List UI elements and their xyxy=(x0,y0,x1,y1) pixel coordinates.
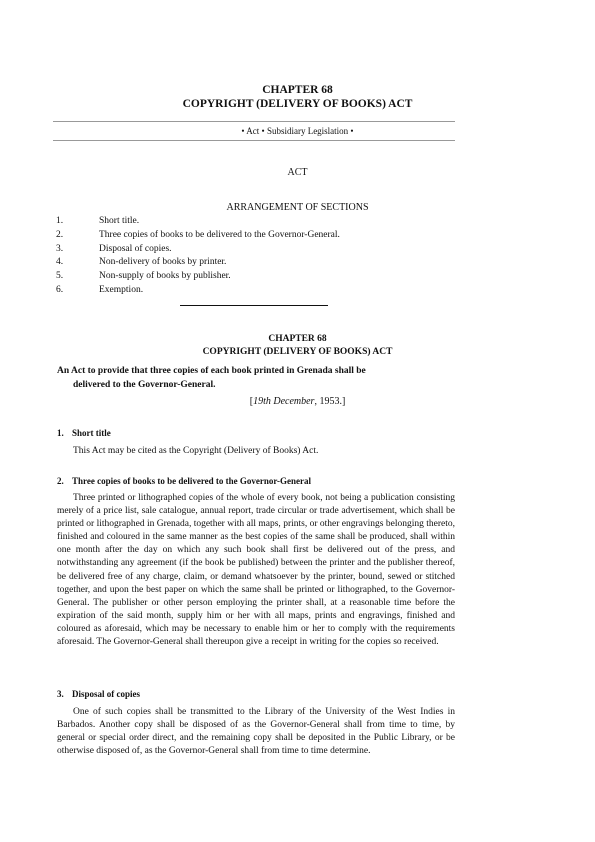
date-italic: 19th December xyxy=(253,396,315,407)
toc-label: Non-supply of books by publisher. xyxy=(99,271,231,282)
date-open: [ xyxy=(249,396,254,407)
toc-item[interactable] xyxy=(56,229,340,243)
toc-label: Exemption. xyxy=(99,284,144,295)
commencement-date xyxy=(0,396,595,407)
section-number: 3. xyxy=(57,689,64,699)
section-divider xyxy=(180,305,328,306)
date-rest: , 1953.] xyxy=(314,396,346,407)
toc-number: 1. xyxy=(56,216,64,226)
act-title: COPYRIGHT (DELIVERY OF BOOKS) ACT xyxy=(182,98,413,110)
toc-label: Non-delivery of books by printer. xyxy=(99,257,227,268)
toc-item[interactable] xyxy=(56,256,340,270)
section-heading xyxy=(57,689,140,699)
body-chapter-number: CHAPTER 68 xyxy=(268,334,327,344)
toc-item[interactable] xyxy=(56,284,340,298)
long-title-line2: delivered to the Governor-General. xyxy=(73,379,216,390)
toc-number: 2. xyxy=(56,229,64,240)
toc-number: 4. xyxy=(56,257,64,268)
toc-number: 6. xyxy=(56,284,64,295)
toc-label: Three copies of books to be delivered to the Governor-General. xyxy=(99,229,340,240)
act-heading: ACT xyxy=(287,167,308,178)
toc-item[interactable] xyxy=(56,243,340,257)
section-number: 2. xyxy=(57,476,64,486)
section-text: One of such copies shall be transmitted to the Library of the University of the West Indies in Barbados. Another copy shall be disposed of as the Governor-General shall from time to time, by general or special order direct, and the remaining copy shall be deposited in the Public Library, or be otherwise disposed of, as the Governor-General shall from time to time determine. xyxy=(57,707,455,757)
body-act-title: COPYRIGHT (DELIVERY OF BOOKS) ACT xyxy=(202,347,393,357)
toc-label: Disposal of copies. xyxy=(99,243,172,254)
table-of-sections xyxy=(56,215,340,298)
section-text: This Act may be cited as the Copyright (Delivery of Books) Act. xyxy=(73,446,319,456)
section-text: Three printed or lithographed copies of the whole of every book, not being a publication consisting merely of a price list, sale catalogue, annual report, trade circular or trade advertisement, which shall be printed or lithographed in Grenada, together with all maps, prints, or other engravings belonging thereto, finished and coloured in the same manner as the best copies of the same shall be produced, shall within one month after the day on which any such book shall first be delivered out of the press, and notwithstanding any agreement (if the book be published) between the printer and the publisher thereof, be delivered free of any charge, claim, or demand whatsoever by the printer, bound, sewed or stitched together, and upon the best paper on which the same shall be printed or lithographed, to the Governor-General. The publisher or other person employing the printer shall, at a reasonable time before the expiration of the said month, supply him or her with all maps, prints and engravings, finished and coloured as aforesaid, which may be necessary to enable him or her to comply with the requirements aforesaid. The Governor-General shall thereupon give a receipt in writing for the copies so received. xyxy=(57,493,455,648)
section-title: Short title xyxy=(72,428,111,438)
long-title xyxy=(57,365,455,392)
section-heading xyxy=(57,476,311,486)
toc-item[interactable] xyxy=(56,270,340,284)
toc-item[interactable] xyxy=(56,215,340,229)
long-title-line1: An Act to provide that three copies of each book printed in Grenada shall be xyxy=(57,366,366,376)
subnav-links[interactable]: • Act • Subsidiary Legislation • xyxy=(241,126,354,136)
toc-label: Short title. xyxy=(99,216,140,226)
toc-number: 5. xyxy=(56,271,64,282)
divider-bottom xyxy=(53,140,455,141)
toc-number: 3. xyxy=(56,243,64,254)
section-heading xyxy=(57,428,111,438)
section-title: Disposal of copies xyxy=(72,689,141,699)
chapter-number: CHAPTER 68 xyxy=(262,84,333,96)
section-title: Three copies of books to be delivered to the Governor-General xyxy=(72,476,312,486)
divider-top xyxy=(53,121,455,122)
arrangement-heading: ARRANGEMENT OF SECTIONS xyxy=(226,202,369,213)
section-number: 1. xyxy=(57,428,64,438)
